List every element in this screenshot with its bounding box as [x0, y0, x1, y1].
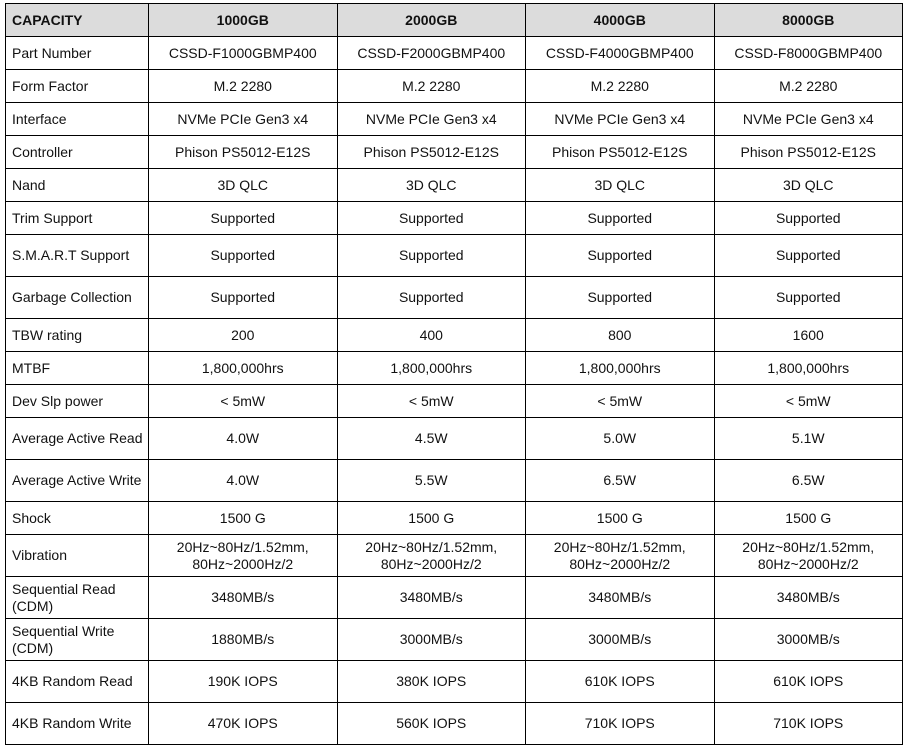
table-cell: 380K IOPS — [337, 661, 526, 703]
row-label: Form Factor — [6, 70, 149, 103]
row-label: Average Active Read — [6, 418, 149, 460]
table-row — [6, 352, 903, 385]
table-cell: < 5mW — [337, 385, 526, 418]
row-label: S.M.A.R.T Support — [6, 235, 149, 277]
table-cell: M.2 2280 — [714, 70, 903, 103]
spec-table — [5, 3, 903, 745]
table-cell: CSSD-F1000GBMP400 — [149, 37, 338, 70]
table-cell: Supported — [714, 277, 903, 319]
table-cell: 200 — [149, 319, 338, 352]
table-cell: 1,800,000hrs — [337, 352, 526, 385]
table-cell: 610K IOPS — [526, 661, 715, 703]
table-row — [6, 70, 903, 103]
table-row — [6, 577, 903, 619]
table-cell: 20Hz~80Hz/1.52mm, 80Hz~2000Hz/2 — [149, 535, 338, 577]
row-label: Vibration — [6, 535, 149, 577]
table-cell: CSSD-F8000GBMP400 — [714, 37, 903, 70]
row-label: Average Active Write — [6, 460, 149, 502]
table-cell: 3480MB/s — [149, 577, 338, 619]
table-cell: 3D QLC — [337, 169, 526, 202]
table-cell: Phison PS5012-E12S — [149, 136, 338, 169]
table-cell: 3D QLC — [714, 169, 903, 202]
table-cell: M.2 2280 — [337, 70, 526, 103]
table-cell: 470K IOPS — [149, 703, 338, 745]
table-cell: Supported — [149, 202, 338, 235]
table-cell: 4.0W — [149, 460, 338, 502]
table-cell: 3D QLC — [526, 169, 715, 202]
table-cell: 3000MB/s — [337, 619, 526, 661]
row-label: 4KB Random Write — [6, 703, 149, 745]
table-row — [6, 169, 903, 202]
table-cell: < 5mW — [149, 385, 338, 418]
table-cell: CSSD-F4000GBMP400 — [526, 37, 715, 70]
table-cell: 800 — [526, 319, 715, 352]
table-cell: 1500 G — [149, 502, 338, 535]
header-row — [6, 4, 903, 37]
table-row — [6, 460, 903, 502]
table-cell: Supported — [526, 202, 715, 235]
table-cell: 6.5W — [714, 460, 903, 502]
table-row — [6, 661, 903, 703]
table-cell: 1600 — [714, 319, 903, 352]
table-cell: 5.1W — [714, 418, 903, 460]
table-cell: M.2 2280 — [526, 70, 715, 103]
table-row — [6, 502, 903, 535]
table-cell: 20Hz~80Hz/1.52mm, 80Hz~2000Hz/2 — [526, 535, 715, 577]
table-cell: 3480MB/s — [714, 577, 903, 619]
table-cell: Phison PS5012-E12S — [714, 136, 903, 169]
row-label: Sequential Read (CDM) — [6, 577, 149, 619]
table-row — [6, 277, 903, 319]
table-cell: 190K IOPS — [149, 661, 338, 703]
row-label: Dev Slp power — [6, 385, 149, 418]
table-cell: 4.0W — [149, 418, 338, 460]
table-row — [6, 619, 903, 661]
table-row — [6, 319, 903, 352]
row-label: 4KB Random Read — [6, 661, 149, 703]
table-cell: NVMe PCIe Gen3 x4 — [337, 103, 526, 136]
table-row — [6, 103, 903, 136]
header-1000gb: 1000GB — [149, 4, 338, 37]
row-label: Trim Support — [6, 202, 149, 235]
row-label: TBW rating — [6, 319, 149, 352]
table-row — [6, 202, 903, 235]
table-cell: Supported — [337, 235, 526, 277]
table-row — [6, 535, 903, 577]
row-label: Interface — [6, 103, 149, 136]
table-cell: 3000MB/s — [714, 619, 903, 661]
spec-table-header — [6, 4, 903, 37]
table-cell: 5.0W — [526, 418, 715, 460]
table-row — [6, 136, 903, 169]
row-label: Controller — [6, 136, 149, 169]
table-cell: 5.5W — [337, 460, 526, 502]
table-cell: M.2 2280 — [149, 70, 338, 103]
row-label: Shock — [6, 502, 149, 535]
table-cell: 3480MB/s — [337, 577, 526, 619]
table-cell: NVMe PCIe Gen3 x4 — [526, 103, 715, 136]
table-cell: Supported — [337, 277, 526, 319]
table-cell: 1880MB/s — [149, 619, 338, 661]
table-cell: < 5mW — [714, 385, 903, 418]
header-8000gb: 8000GB — [714, 4, 903, 37]
table-cell: 3480MB/s — [526, 577, 715, 619]
table-cell: Supported — [526, 235, 715, 277]
table-cell: 710K IOPS — [526, 703, 715, 745]
table-cell: 4.5W — [337, 418, 526, 460]
table-cell: Supported — [714, 202, 903, 235]
table-cell: 20Hz~80Hz/1.52mm, 80Hz~2000Hz/2 — [714, 535, 903, 577]
table-cell: 1500 G — [526, 502, 715, 535]
table-cell: Supported — [714, 235, 903, 277]
header-2000gb: 2000GB — [337, 4, 526, 37]
row-label: Nand — [6, 169, 149, 202]
table-cell: NVMe PCIe Gen3 x4 — [714, 103, 903, 136]
table-cell: 1500 G — [337, 502, 526, 535]
table-cell: < 5mW — [526, 385, 715, 418]
row-label: Garbage Collection — [6, 277, 149, 319]
table-cell: Phison PS5012-E12S — [526, 136, 715, 169]
table-cell: 3000MB/s — [526, 619, 715, 661]
table-cell: Supported — [337, 202, 526, 235]
table-cell: 710K IOPS — [714, 703, 903, 745]
table-row — [6, 418, 903, 460]
row-label: Part Number — [6, 37, 149, 70]
table-cell: Phison PS5012-E12S — [337, 136, 526, 169]
table-cell: Supported — [149, 235, 338, 277]
table-row — [6, 235, 903, 277]
table-cell: 3D QLC — [149, 169, 338, 202]
table-cell: 1500 G — [714, 502, 903, 535]
table-cell: Supported — [526, 277, 715, 319]
spec-table-body — [6, 37, 903, 745]
table-cell: 1,800,000hrs — [526, 352, 715, 385]
table-cell: 20Hz~80Hz/1.52mm, 80Hz~2000Hz/2 — [337, 535, 526, 577]
row-label: Sequential Write (CDM) — [6, 619, 149, 661]
table-cell: 6.5W — [526, 460, 715, 502]
table-cell: 1,800,000hrs — [149, 352, 338, 385]
table-cell: CSSD-F2000GBMP400 — [337, 37, 526, 70]
header-4000gb: 4000GB — [526, 4, 715, 37]
table-cell: 1,800,000hrs — [714, 352, 903, 385]
table-cell: 610K IOPS — [714, 661, 903, 703]
table-cell: 560K IOPS — [337, 703, 526, 745]
table-cell: NVMe PCIe Gen3 x4 — [149, 103, 338, 136]
table-row — [6, 385, 903, 418]
row-label: MTBF — [6, 352, 149, 385]
table-cell: Supported — [149, 277, 338, 319]
table-cell: 400 — [337, 319, 526, 352]
header-capacity: CAPACITY — [6, 4, 149, 37]
table-row — [6, 37, 903, 70]
table-row — [6, 703, 903, 745]
